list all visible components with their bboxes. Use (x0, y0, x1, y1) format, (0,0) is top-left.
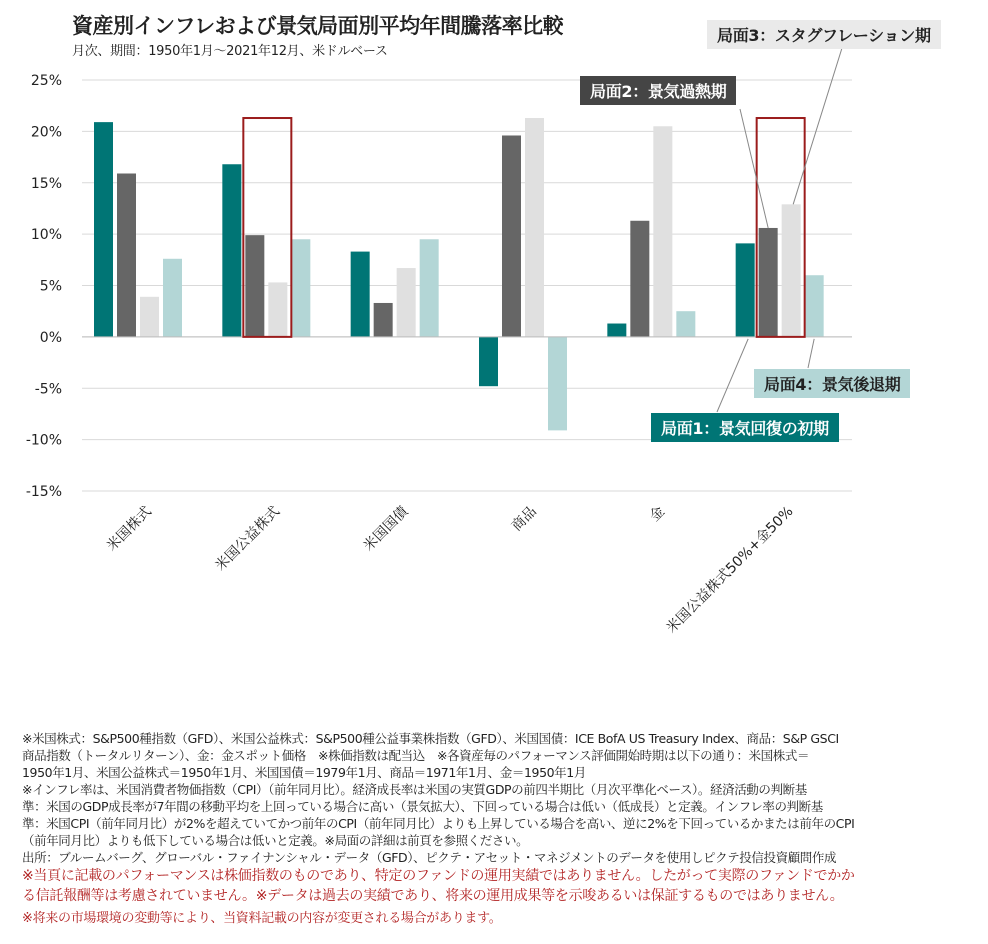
leader-line-phase4 (808, 339, 814, 368)
x-tick-label: 米国株式 (103, 503, 155, 555)
bar-3 (782, 204, 801, 337)
note-line: 準：米国CPI（前年同月比）が2%を超えていてかつ前年のCPI（前年同月比）よりも上昇している場合を高い、逆に2%を下回っているかまたは前年のCPI (22, 816, 855, 831)
bar-4 (420, 239, 439, 337)
bar-3 (653, 126, 672, 337)
y-tick-label: -10% (25, 432, 62, 449)
note-line: 準：米国のGDP成長率が7年間の移動平均を上回っている場合に高い（景気拡大）、下回っている場合は低い（低成長）と定義。インフレ率の判断基 (22, 799, 823, 814)
footer-note: ※将来の市場環境の変動等により、当資料記載の内容が変更される場合があります。 (22, 911, 502, 926)
bar-3 (525, 118, 544, 337)
phase1-label: 局面1：景気回復の初期 (651, 413, 839, 442)
bar-3 (268, 282, 287, 336)
x-tick-label: 金 (646, 503, 669, 525)
y-tick-label: 0% (39, 329, 62, 346)
bar-1 (351, 252, 370, 337)
bar-2 (374, 303, 393, 337)
bar-2 (502, 135, 521, 336)
bar-4 (291, 239, 310, 337)
bar-2 (117, 174, 136, 337)
leader-line-phase1 (717, 339, 748, 412)
y-tick-label: -15% (25, 484, 62, 500)
note-line: 1950年1月、米国公益株式＝1950年1月、米国国債＝1979年1月、商品＝1971年1月、金＝1950年1月 (22, 765, 586, 780)
bar-1 (736, 243, 755, 337)
note-line: 出所：ブルームバーグ、グローバル・ファイナンシャル・データ（GFD）、ピクテ・アセット・マネジメントのデータを使用しピクテ投信投資顧問作成 (22, 850, 837, 865)
chart-subtitle: 月次、期間：1950年1月～2021年12月、米ドルベース (72, 44, 388, 59)
bar-4 (805, 275, 824, 337)
bar-2 (630, 221, 649, 337)
y-tick-label: 5% (39, 278, 62, 295)
phase3-label: 局面3：スタグフレーション期 (707, 20, 941, 49)
bar-2 (245, 235, 264, 337)
bar-4 (676, 311, 695, 337)
bar-4 (548, 337, 567, 431)
disclaimer-line: ※当頁に記載のパフォーマンスは株価指数のものであり、特定のファンドの運用実績ではありません。したがって実際のファンドでかか (22, 868, 855, 884)
footnotes (22, 730, 972, 927)
y-tick-label: 25% (30, 73, 62, 89)
bar-1 (607, 324, 626, 337)
bar-4 (163, 259, 182, 337)
y-tick-label: 10% (30, 227, 62, 244)
disclaimer-line: る信託報酬等は考慮されていません。※データは過去の実績であり、将来の運用成果等を示唆あるいは保証するものではありません。 (22, 888, 844, 904)
chart-title: 資産別インフレおよび景気局面別平均年間騰落率比較 (72, 14, 564, 38)
leader-line-phase3 (793, 48, 842, 204)
x-tick-label: 米国公益株式50%+金50% (663, 503, 797, 637)
note-line: ※インフレ率は、米国消費者物価指数（CPI）（前年同月比）。経済成長率は米国の実質GDPの前四半期比（月次平準化ベース）。経済活動の判断基 (22, 782, 807, 797)
note-line: 商品指数（トータルリターン）、金：金スポット価格 ※株価指数は配当込 ※各資産毎のパフォーマンス評価開始時期は以下の通り：米国株式＝ (22, 748, 810, 763)
phase4-label: 局面4：景気後退期 (754, 369, 910, 398)
bar-2 (759, 228, 778, 337)
bar-1 (94, 122, 113, 337)
bar-3 (397, 268, 416, 337)
phase2-label: 局面2：景気過熱期 (580, 76, 736, 105)
y-tick-label: 20% (30, 124, 62, 141)
note-line: ※米国株式：S&P500種指数（GFD）、米国公益株式：S&P500種公益事業株指数（GFD）、米国国債：ICE BofA US Treasury Index、商品：S&P GSCI (22, 731, 839, 746)
x-tick-label: 商品 (508, 503, 540, 535)
note-line: （前年同月比）よりも低下している場合は低いと定義。※局面の詳細は前頁を参照ください。 (22, 833, 529, 848)
x-tick-label: 米国公益株式 (212, 503, 284, 575)
y-tick-label: 15% (30, 175, 62, 192)
bar-3 (140, 297, 159, 337)
y-tick-label: -5% (34, 381, 62, 398)
x-tick-label: 米国国債 (360, 503, 412, 555)
bar-1 (222, 164, 241, 337)
leader-line-phase2 (740, 109, 768, 228)
bar-1 (479, 337, 498, 386)
